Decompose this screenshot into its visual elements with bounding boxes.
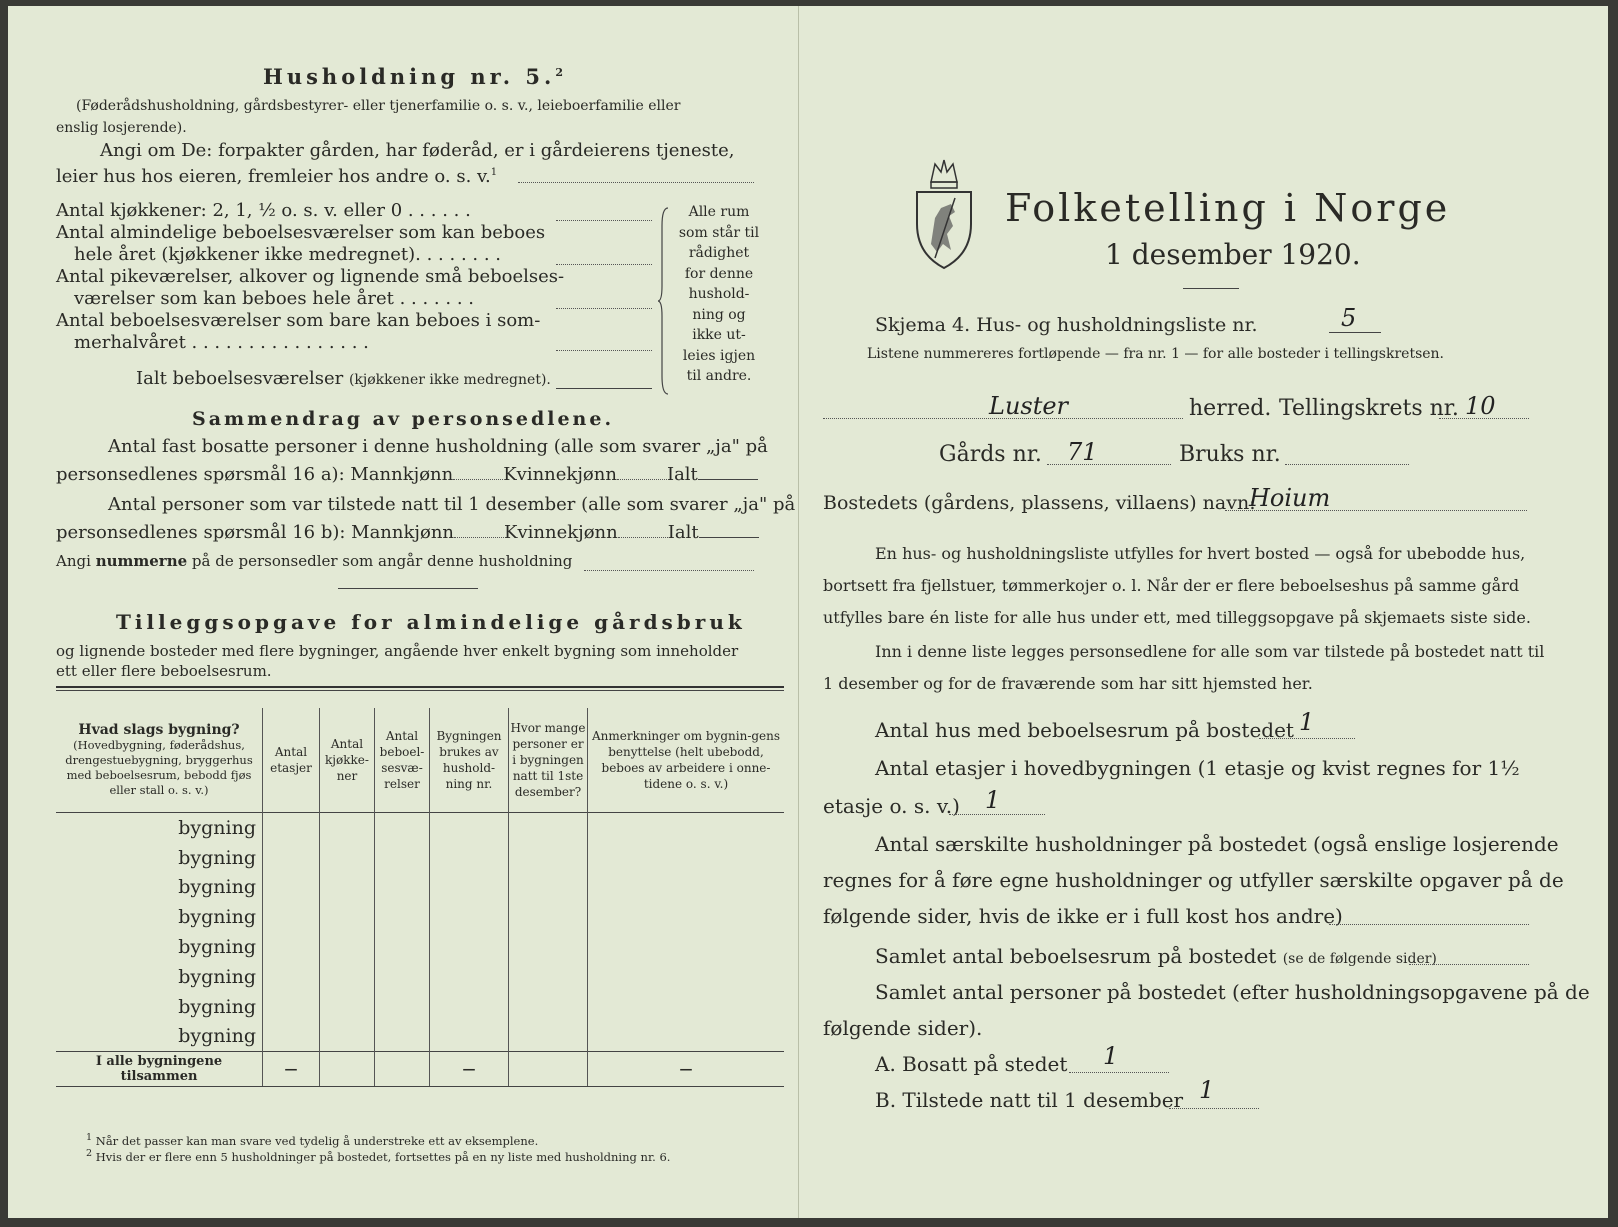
gards-value: 71	[1067, 438, 1098, 466]
gards-label: Gårds nr.	[939, 442, 1042, 467]
herred-label: herred.	[1189, 396, 1272, 421]
household-list-number: 5	[1341, 304, 1357, 332]
para-3: utfylles bare én liste for alle hus under ett, med tilleggsopgave på skjemaets siste side.	[823, 608, 1531, 627]
rooms-kitchens: Antal kjøkkener: 2, 1, ½ o. s. v. eller 0 . . . . . .	[56, 200, 471, 221]
footnote-1: $^1$ Når det passer kan man svare ved tydelig å understreke ett av eksemplene.	[86, 1132, 539, 1148]
table-row: bygning	[56, 992, 784, 1022]
summary-line-3: Antal personer som var tilstede natt til 1 desember (alle som svarer „ja" på	[108, 494, 796, 515]
table-row: bygning	[56, 1022, 784, 1052]
census-date: 1 desember 1920.	[1105, 238, 1361, 271]
norway-coat-of-arms-icon	[911, 154, 977, 272]
bosted-label: Bostedets (gårdens, plassens, villaens) navn:	[823, 492, 1256, 514]
household-note: (Føderådshusholdning, gårdsbestyrer- eller tjenerfamilie o. s. v., leieboerfamilie eller	[76, 98, 681, 114]
footnote-2: $^2$ Hvis der er flere enn 5 husholdninger på bostedet, fortsettes på en ny liste med husholdning nr. 6.	[86, 1148, 671, 1164]
samlet-rum: Samlet antal beboelsesrum på bostedet (se de følgende sider)	[875, 944, 1437, 968]
rooms-summer-2: merhalvåret . . . . . . . . . . . . . . . .	[74, 332, 369, 353]
rooms-maid: Antal pikeværelser, alkover og lignende små beboelses-	[56, 266, 565, 287]
rooms-summer: Antal beboelsesværelser som bare kan beboes i som-	[56, 310, 541, 331]
para-2: bortsett fra fjellstuer, tømmerkojer o. l. Når der er flere beboelseshus på samme gård	[823, 576, 1520, 595]
sarskilte-line-2: regnes for å føre egne husholdninger og utfyller særskilte opgaver på de	[823, 868, 1564, 892]
table-row: bygning	[56, 843, 784, 873]
tilstede-value: 1	[1199, 1076, 1215, 1104]
col-rooms: Antal beboel-sesvæ-relser	[375, 708, 430, 813]
tillegg-desc-1: og lignende bosteder med flere bygninger, angående hver enkelt bygning som inneholder	[56, 642, 739, 660]
rooms-maid-2: værelser som kan beboes hele året . . . . . . .	[74, 288, 474, 309]
census-sheet	[8, 6, 1608, 1218]
left-page	[8, 6, 799, 1218]
right-page	[799, 6, 1608, 1218]
col-household: Bygningen brukes av hushold-ning nr.	[430, 708, 509, 813]
table-row: bygning	[56, 932, 784, 962]
summary-line-1: Antal fast bosatte personer i denne husholdning (alle som svarer „ja" på	[108, 436, 768, 457]
angi-nummerne: Angi nummerne på de personsedler som angår denne husholdning	[56, 552, 573, 570]
samlet-pers-line-1: Samlet antal personer på bostedet (efter husholdningsopgavene på de	[875, 980, 1590, 1004]
tillegg-desc-2: ett eller flere beboelsesrum.	[56, 662, 272, 680]
table-row: bygning	[56, 873, 784, 903]
bruks-label: Bruks nr.	[1179, 442, 1281, 467]
sarskilte-line-3: følgende sider, hvis de ikke er i full kost hos andre)	[823, 904, 1343, 928]
hus-value: 1	[1299, 708, 1315, 736]
sarskilte-line-1: Antal særskilte husholdninger på bostedet (også enslige losjerende	[875, 832, 1559, 856]
angi-line-1: Angi om De: forpakter gården, har føderåd, er i gårdeierens tjeneste,	[100, 140, 735, 161]
table-row: bygning	[56, 813, 784, 843]
household-note-2: enslig losjerende).	[56, 120, 187, 136]
total-row: I alle bygningene tilsammen — — —	[56, 1052, 784, 1087]
census-title: Folketelling i Norge	[1005, 186, 1451, 230]
tellingskrets-value: 10	[1465, 392, 1496, 420]
herred-value: Luster	[989, 392, 1069, 420]
bosted-value: Hoium	[1249, 484, 1331, 512]
skjema-line: Skjema 4. Hus- og husholdningsliste nr.	[875, 314, 1258, 336]
etasjer-line-2: etasje o. s. v.)	[823, 794, 960, 818]
brace	[658, 206, 672, 396]
col-remarks: Anmerkninger om bygnin-gens benyttelse (helt ubebodd, beboes av arbeidere i onne-tidene o. s. v.)	[591, 729, 781, 791]
bosatt-value: 1	[1103, 1042, 1119, 1070]
total-label: I alle bygningene tilsammen	[56, 1052, 263, 1087]
table-row: bygning	[56, 902, 784, 932]
summary-line-2: personsedlenes spørsmål 16 a): Mannkjønn Kvinnekjønn Ialt	[56, 464, 758, 485]
col-persons: Hvor mange personer er i bygningen natt til 1ste desember?	[509, 708, 588, 813]
angi-line-2: leier hus hos eieren, fremleier hos andre o. s. v.$^1$	[56, 166, 498, 187]
tellingskrets-label: Tellingskrets nr.	[1279, 396, 1459, 421]
tilstede-label: B. Tilstede natt til 1 desember	[875, 1088, 1184, 1112]
bosatt-label: A. Bosatt på stedet	[875, 1052, 1068, 1076]
hus-label: Antal hus med beboelsesrum på bostedet	[875, 718, 1294, 742]
brace-note: Alle rum som står til rådighet for denne hushold- ning og ikke ut- leies igjen til andre.	[678, 204, 760, 384]
ialt-rooms: Ialt beboelsesværelser (kjøkkener ikke medregnet).	[136, 368, 551, 389]
table-row: bygning	[56, 962, 784, 992]
para-5: 1 desember og for de fraværende som har sitt hjemsted her.	[823, 674, 1313, 693]
summary-title: Sammendrag av personsedlene.	[192, 408, 615, 430]
rooms-ordinary: Antal almindelige beboelsesværelser som kan beboes	[56, 222, 546, 243]
samlet-pers-line-2: følgende sider).	[823, 1016, 983, 1040]
col-building-type: Hvad slags bygning? (Hovedbygning, føderådshus, drengestuebygning, bryggerhus med beboelsesrum, bebodd fjøs eller stall o. s. v.)	[56, 708, 263, 813]
etasjer-value: 1	[985, 786, 1001, 814]
col-floors: Antal etasjer	[263, 708, 320, 813]
etasjer-line-1: Antal etasjer i hovedbygningen (1 etasje og kvist regnes for 1½	[875, 756, 1520, 780]
summary-line-4: personsedlenes spørsmål 16 b): Mannkjønn Kvinnekjønn Ialt	[56, 522, 759, 543]
rooms-ordinary-2: hele året (kjøkkener ikke medregnet). . . . . . . .	[74, 244, 501, 265]
para-1: En hus- og husholdningsliste utfylles for hvert bosted — også for ubebodde hus,	[875, 544, 1526, 563]
col-kitchens: Antal kjøkke-ner	[320, 708, 375, 813]
building-table	[56, 708, 784, 1087]
household-title: Husholdning nr. 5.$^2$	[263, 64, 567, 89]
tillegg-title: Tilleggsopgave for almindelige gårdsbruk	[116, 610, 746, 634]
listene-note: Listene nummereres fortløpende — fra nr. 1 — for alle bosteder i tellingskretsen.	[867, 346, 1445, 362]
para-4: Inn i denne liste legges personsedlene for alle som var tilstede på bostedet natt til	[875, 642, 1545, 661]
